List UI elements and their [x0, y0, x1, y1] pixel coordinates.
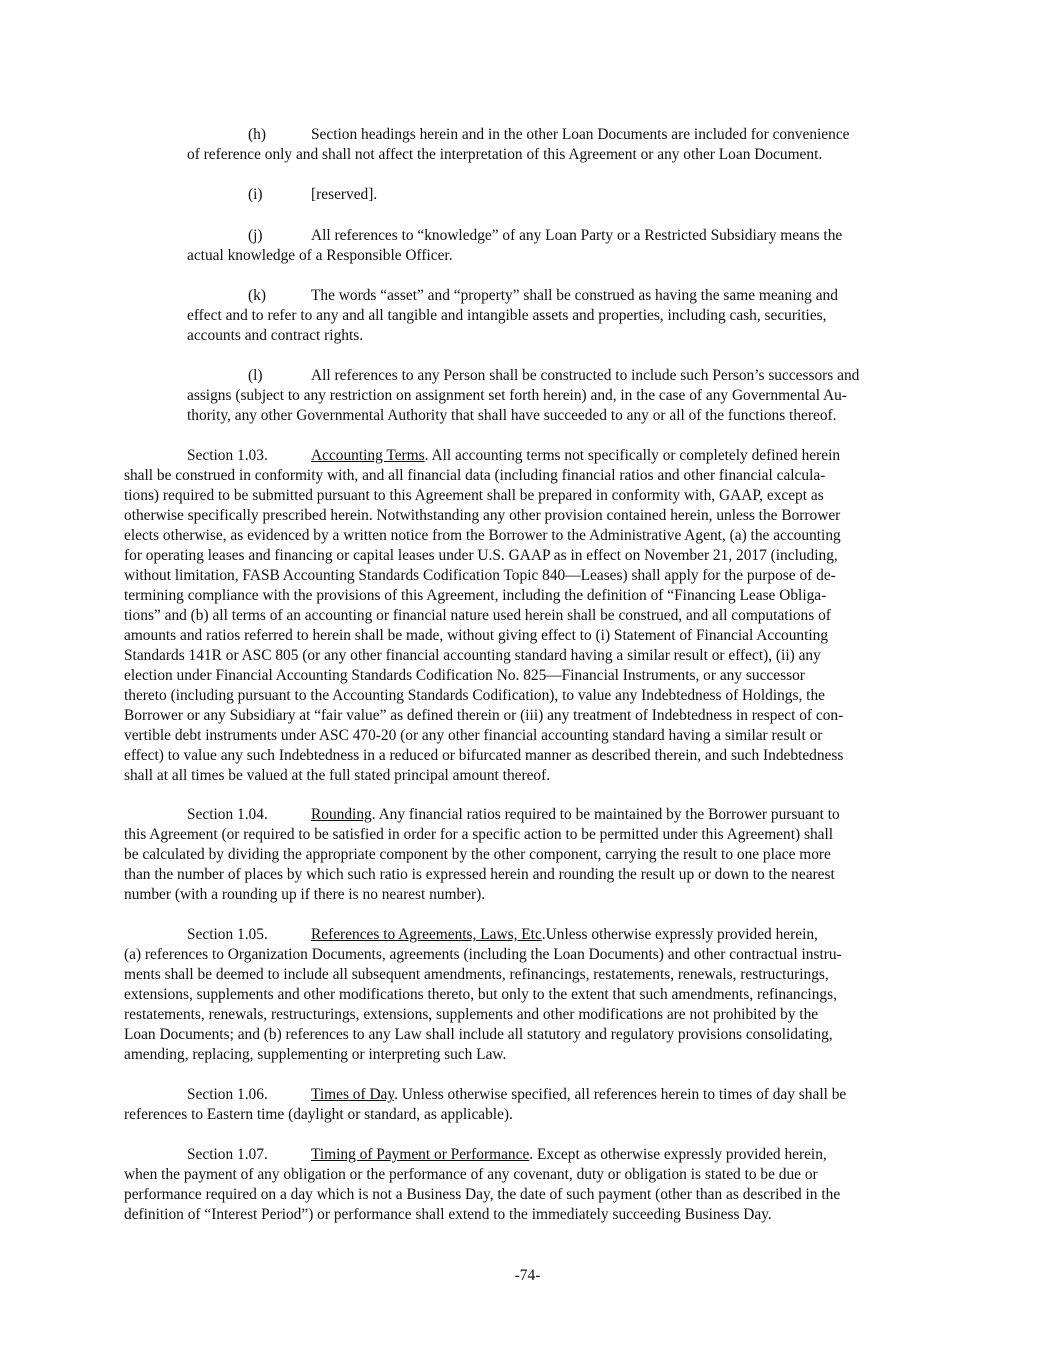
- section-1-04-line: than the number of places by which such ratio is expressed herein and rounding the result up or down to the nearest: [124, 866, 835, 883]
- page-number: -74-: [514, 1267, 541, 1284]
- section-1-07-line: performance required on a day which is not a Business Day, the date of such payment (other than as described in the: [124, 1186, 841, 1203]
- clause-j: [187, 226, 842, 266]
- section-1-04: [124, 805, 840, 905]
- clause-k: [187, 286, 838, 346]
- clause-h: [187, 125, 849, 165]
- clause-l-line-2: assigns (subject to any restriction on assignment set forth herein) and, in the case of any Governmental Au-: [187, 387, 847, 404]
- section-1-03-line: elects otherwise, as evidenced by a written notice from the Borrower to the Administrative Agent, (a) the accounting: [124, 527, 841, 544]
- section-1-05-line: ments shall be deemed to include all subsequent amendments, refinancings, restatements, renewals, restructurings,: [124, 966, 829, 983]
- section-1-03-line: thereto (including pursuant to the Accounting Standards Codification), to value any Indebtedness of Holdings, the: [124, 687, 825, 704]
- clause-l-line-3: thority, any other Governmental Authority that shall have succeeded to any or all of the functions thereof.: [187, 407, 837, 424]
- section-1-05-line-1: Section 1.05. References to Agreements, Laws, Etc.Unless otherwise expressly provided herein,: [187, 926, 818, 943]
- section-1-06-number: Section 1.06.: [187, 1086, 268, 1103]
- clause-h-label: (h): [248, 126, 266, 143]
- section-1-04-line-1: Section 1.04. Rounding. Any financial ratios required to be maintained by the Borrower pursuant to: [187, 806, 840, 823]
- section-1-05-number: Section 1.05.: [187, 926, 268, 943]
- section-1-03-line: for operating leases and financing or capital leases under U.S. GAAP as in effect on November 21, 2017 (including,: [124, 547, 838, 564]
- section-1-07-number: Section 1.07.: [187, 1146, 268, 1163]
- clause-h-line-2: of reference only and shall not affect the interpretation of this Agreement or any other Loan Document.: [187, 146, 823, 163]
- clause-h-line-1: (h) Section headings herein and in the other Loan Documents are included for convenience: [248, 126, 850, 143]
- section-1-05-line: Loan Documents; and (b) references to any Law shall include all statutory and regulatory provisions consolidating,: [124, 1026, 833, 1043]
- clause-k-label: (k): [248, 287, 266, 304]
- section-1-03-line: tions) required to be submitted pursuant to this Agreement shall be prepared in conformity with, GAAP, except as: [124, 487, 824, 504]
- section-1-04-number: Section 1.04.: [187, 806, 268, 823]
- section-1-07-line-1: Section 1.07. Timing of Payment or Performance. Except as otherwise expressly provided herein,: [187, 1146, 827, 1163]
- clause-i-line-1: (i) [reserved].: [248, 186, 378, 203]
- section-1-05-line: amending, replacing, supplementing or interpreting such Law.: [124, 1046, 507, 1063]
- clause-l: [187, 366, 859, 426]
- clause-i: [187, 185, 377, 205]
- section-1-03-line: Borrower or any Subsidiary at “fair value” as defined therein or (iii) any treatment of Indebtedness in respect of con-: [124, 707, 844, 724]
- section-1-07: [124, 1145, 840, 1225]
- section-1-03-line: without limitation, FASB Accounting Standards Codification Topic 840—Leases) shall apply for the purpose of de-: [124, 567, 836, 584]
- section-1-03-line: tions” and (b) all terms of an accounting or financial nature used herein shall be construed, and all computations of: [124, 607, 831, 624]
- clause-j-line-2: actual knowledge of a Responsible Officer.: [187, 247, 453, 264]
- section-1-03-number: Section 1.03.: [187, 447, 268, 464]
- section-1-03-line-1: Section 1.03. Accounting Terms. All accounting terms not specifically or completely defined herein: [187, 447, 841, 464]
- section-1-03-line: otherwise specifically prescribed herein. Notwithstanding any other provision contained herein, unless the Borrower: [124, 507, 841, 524]
- section-1-05: [124, 925, 842, 1065]
- section-1-06-line: references to Eastern time (daylight or standard, as applicable).: [124, 1106, 513, 1123]
- section-1-04-line: number (with a rounding up if there is no nearest number).: [124, 886, 486, 903]
- section-1-03-line: effect) to value any such Indebtedness in a reduced or bifurcated manner as described therein, and such Indebtedness: [124, 747, 844, 764]
- section-1-04-line: be calculated by dividing the appropriate component by the other component, carrying the result to one place more: [124, 846, 831, 863]
- section-1-05-line: extensions, supplements and other modifications thereto, but only to the extent that such amendments, refinancings,: [124, 986, 837, 1003]
- clause-l-line-1: (l) All references to any Person shall be constructed to include such Person’s successors and: [248, 367, 860, 384]
- clause-k-line-2: effect and to refer to any and all tangible and intangible assets and properties, including cash, securities,: [187, 307, 827, 324]
- section-1-03-line: election under Financial Accounting Standards Codification No. 825—Financial Instruments, or any successor: [124, 667, 805, 684]
- section-1-06: [124, 1085, 846, 1125]
- clause-k-line-3: accounts and contract rights.: [187, 327, 364, 344]
- section-1-07-heading: Timing of Payment or Performance: [311, 1146, 530, 1163]
- section-1-03-line: shall at all times be valued at the full stated principal amount thereof.: [124, 767, 551, 784]
- section-1-05-line: (a) references to Organization Documents, agreements (including the Loan Documents) and other contractual instru-: [124, 946, 842, 963]
- clause-i-label: (i): [248, 186, 263, 203]
- section-1-03: [124, 446, 843, 786]
- section-1-03-line: termining compliance with the provisions of this Agreement, including the definition of “Financing Lease Obliga-: [124, 587, 827, 604]
- clause-j-label: (j): [248, 227, 263, 244]
- section-1-05-heading: References to Agreements, Laws, Etc: [311, 926, 542, 943]
- section-1-04-line: this Agreement (or required to be satisfied in order for a specific action to be permitted under this Agreement) shall: [124, 826, 834, 843]
- section-1-03-heading: Accounting Terms: [311, 447, 425, 464]
- section-1-03-line: amounts and ratios referred to herein shall be made, without giving effect to (i) Statement of Financial Accounting: [124, 627, 829, 644]
- section-1-06-heading: Times of Day: [311, 1086, 395, 1103]
- clause-l-label: (l): [248, 367, 263, 384]
- section-1-07-line: when the payment of any obligation or the performance of any covenant, duty or obligation is stated to be due or: [124, 1166, 818, 1183]
- section-1-04-heading: Rounding: [311, 806, 372, 823]
- clause-j-line-1: (j) All references to “knowledge” of any Loan Party or a Restricted Subsidiary means the: [248, 227, 843, 244]
- section-1-03-line: shall be construed in conformity with, and all financial data (including financial ratios and other financial calcula-: [124, 467, 826, 484]
- clause-k-line-1: (k) The words “asset” and “property” shall be construed as having the same meaning and: [248, 287, 838, 304]
- section-1-03-line: vertible debt instruments under ASC 470-20 (or any other financial accounting standard having a similar result or: [124, 727, 823, 744]
- section-1-07-line: definition of “Interest Period”) or performance shall extend to the immediately succeeding Business Day.: [124, 1206, 772, 1223]
- section-1-03-line: Standards 141R or ASC 805 (or any other financial accounting standard having a similar result or effect), (ii) any: [124, 647, 821, 664]
- section-1-05-line: restatements, renewals, restructurings, extensions, supplements and other modifications are not prohibited by the: [124, 1006, 819, 1023]
- section-1-06-line-1: Section 1.06. Times of Day. Unless otherwise specified, all references herein to times of day shall be: [187, 1086, 847, 1103]
